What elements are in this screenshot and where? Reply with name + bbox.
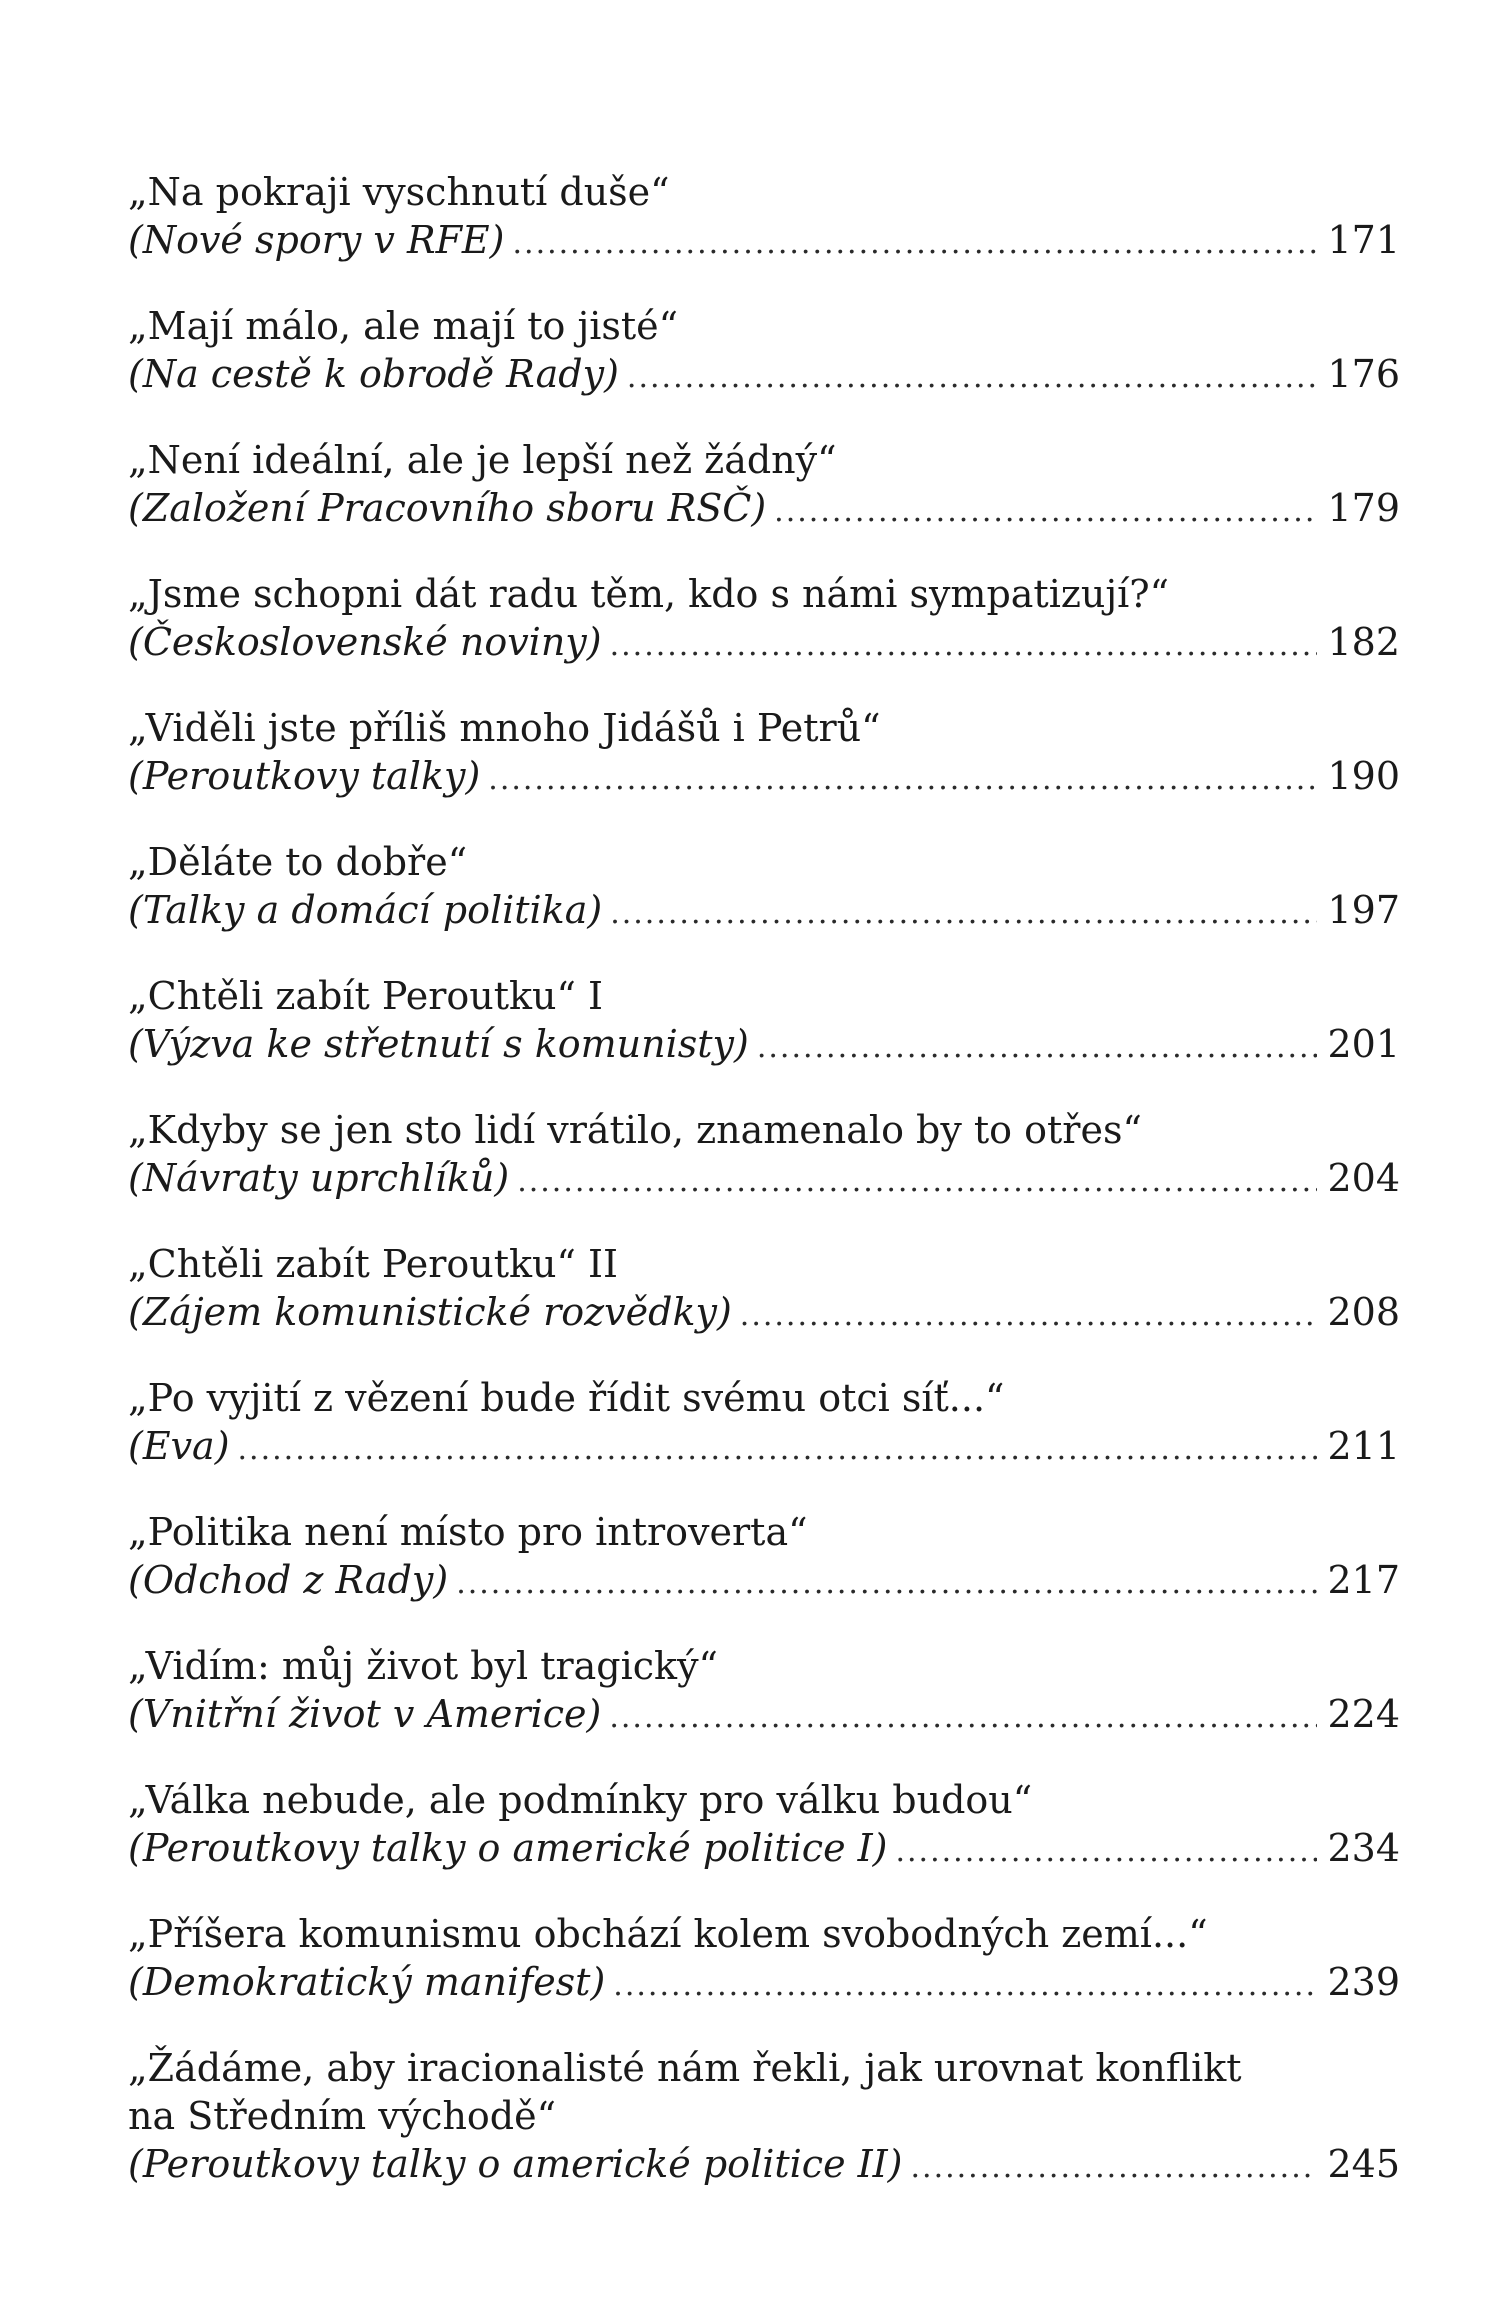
dot-leader (517, 1154, 1317, 1206)
table-of-contents (128, 168, 1400, 2226)
entry-subtitle-line (128, 2140, 1400, 2192)
entry-page-number: 179 (1327, 486, 1400, 530)
entry-title: „Není ideální, ale je lepší než žádný“ (128, 438, 837, 482)
entry-subtitle: (Eva) (128, 1424, 230, 1468)
entry-page-number: 217 (1327, 1558, 1400, 1602)
entry-subtitle-line (128, 1288, 1400, 1340)
entry-subtitle: (Talky a domácí politika) (128, 888, 603, 932)
dot-leader (513, 216, 1318, 268)
entry-subtitle-line (128, 1422, 1400, 1474)
dot-leader (238, 1422, 1318, 1474)
entry-page-number: 176 (1327, 352, 1400, 396)
entry-subtitle-line (128, 1824, 1400, 1876)
entry-subtitle: (Na cestě k obrodě Rady) (128, 352, 619, 396)
entry-subtitle: (Nové spory v RFE) (128, 218, 505, 262)
toc-entry (128, 972, 1400, 1072)
toc-entry (128, 1240, 1400, 1340)
entry-title: „Válka nebude, ale podmínky pro válku budou“ (128, 1778, 1033, 1822)
entry-title: „Chtěli zabít Peroutku“ I (128, 974, 604, 1018)
entry-subtitle: (Vnitřní život v Americe) (128, 1692, 602, 1736)
entry-subtitle: (Peroutkovy talky) (128, 754, 481, 798)
entry-title: „Chtěli zabít Peroutku“ II (128, 1242, 619, 1286)
entry-subtitle-line (128, 1020, 1400, 1072)
entry-title: „Po vyjití z vězení bude řídit svému otci síť...“ (128, 1376, 1005, 1420)
entry-title: „Jsme schopni dát radu těm, kdo s námi sympatizují?“ (128, 572, 1170, 616)
entry-page-number: 224 (1327, 1692, 1400, 1736)
toc-entry (128, 436, 1400, 536)
entry-subtitle: (Výzva ke střetnutí s komunisty) (128, 1022, 749, 1066)
entry-subtitle-line (128, 216, 1400, 268)
entry-page-number: 171 (1327, 218, 1400, 262)
toc-entry (128, 2044, 1400, 2192)
entry-page-number: 204 (1327, 1156, 1400, 1200)
dot-leader (774, 484, 1317, 536)
entry-title: „Příšera komunismu obchází kolem svobodných zemí...“ (128, 1912, 1208, 1956)
toc-entry (128, 1776, 1400, 1876)
entry-subtitle-line (128, 1154, 1400, 1206)
entry-subtitle-line (128, 350, 1400, 402)
entry-subtitle-line (128, 1690, 1400, 1742)
dot-leader (895, 1824, 1317, 1876)
dot-leader (757, 1020, 1318, 1072)
entry-title: „Viděli jste příliš mnoho Jidášů i Petrů“ (128, 706, 881, 750)
entry-subtitle: (Návraty uprchlíků) (128, 1156, 510, 1200)
entry-subtitle-line (128, 752, 1400, 804)
entry-title: „Děláte to dobře“ (128, 840, 468, 884)
entry-subtitle: (Demokratický manifest) (128, 1960, 606, 2004)
toc-entry (128, 1642, 1400, 1742)
entry-subtitle: (Československé noviny) (128, 620, 602, 664)
toc-entry (128, 704, 1400, 804)
dot-leader (627, 350, 1318, 402)
entry-subtitle-line (128, 484, 1400, 536)
toc-entry (128, 302, 1400, 402)
entry-title: „Politika není místo pro introverta“ (128, 1510, 808, 1554)
dot-leader (488, 752, 1317, 804)
entry-title: „Kdyby se jen sto lidí vrátilo, znamenalo by to otřes“ (128, 1108, 1142, 1152)
entry-page-number: 234 (1327, 1826, 1400, 1870)
entry-title: „Žádáme, aby iracionalisté nám řekli, jak urovnat konflikt (128, 2046, 1242, 2090)
toc-entry (128, 1374, 1400, 1474)
dot-leader (911, 2140, 1318, 2192)
toc-entry (128, 168, 1400, 268)
entry-subtitle: (Založení Pracovního sboru RSČ) (128, 486, 767, 530)
entry-title: „Na pokraji vyschnutí duše“ (128, 170, 670, 214)
entry-subtitle-line (128, 618, 1400, 670)
entry-subtitle: (Peroutkovy talky o americké politice II) (128, 2142, 903, 2186)
entry-title-line2: na Středním východě“ (128, 2094, 557, 2138)
dot-leader (613, 1958, 1317, 2010)
dot-leader (610, 618, 1318, 670)
entry-subtitle: (Odchod z Rady) (128, 1558, 449, 1602)
dot-leader (740, 1288, 1318, 1340)
entry-title: „Vidím: můj život byl tragický“ (128, 1644, 718, 1688)
dot-leader (609, 1690, 1317, 1742)
toc-entry (128, 1910, 1400, 2010)
toc-entry (128, 838, 1400, 938)
toc-entry (128, 1508, 1400, 1608)
entry-page-number: 190 (1327, 754, 1400, 798)
entry-page-number: 182 (1327, 620, 1400, 664)
dot-leader (610, 886, 1317, 938)
entry-page-number: 208 (1327, 1290, 1400, 1334)
entry-subtitle: (Zájem komunistické rozvědky) (128, 1290, 732, 1334)
toc-entry (128, 1106, 1400, 1206)
entry-page-number: 245 (1327, 2142, 1400, 2186)
entry-subtitle: (Peroutkovy talky o americké politice I) (128, 1826, 888, 1870)
entry-page-number: 211 (1327, 1424, 1400, 1468)
dot-leader (456, 1556, 1317, 1608)
entry-page-number: 197 (1327, 888, 1400, 932)
entry-subtitle-line (128, 1958, 1400, 2010)
toc-entry (128, 570, 1400, 670)
entry-page-number: 239 (1327, 1960, 1400, 2004)
entry-page-number: 201 (1327, 1022, 1400, 1066)
entry-subtitle-line (128, 1556, 1400, 1608)
entry-title: „Mají málo, ale mají to jisté“ (128, 304, 679, 348)
entry-subtitle-line (128, 886, 1400, 938)
